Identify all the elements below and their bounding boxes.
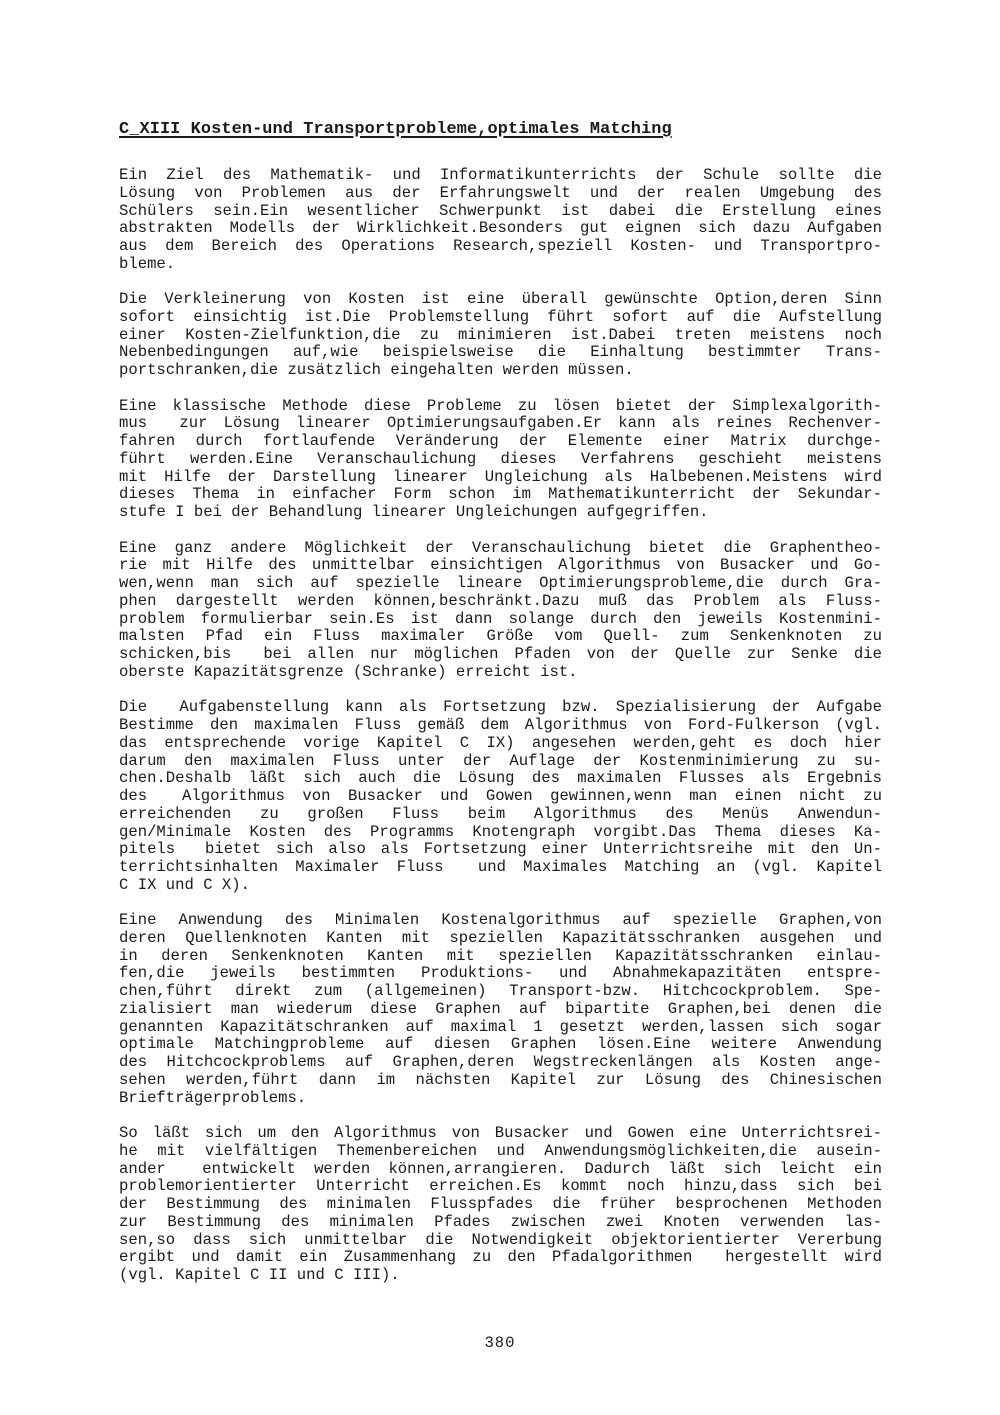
text-line: dieses Thema in einfacher Form schon im Mathematikunterricht der Sekundar-: [119, 485, 882, 504]
text-line: Eine klassische Methode diese Probleme zu lösen bietet der Simplexalgorith-: [119, 396, 882, 415]
text-line: zialisiert man wiederum diese Graphen auf bipartite Graphen,bei denen die: [119, 999, 882, 1018]
paragraph-1: [119, 167, 882, 274]
text-line: problem formulierbar sein.Es ist dann solange durch den jeweils Kostenmini-: [119, 609, 882, 628]
paragraph-2: [119, 291, 882, 380]
text-line: fen,die jeweils bestimmten Produktions- und Abnahmekapazitäten entspre-: [119, 964, 882, 983]
document-page: [119, 118, 882, 1303]
text-line: bleme.: [119, 254, 176, 273]
paragraph-5: [119, 699, 882, 894]
text-line: ergibt und damit ein Zusammenhang zu den Pfadalgorithmen hergestellt wird: [119, 1248, 882, 1267]
text-line: in deren Senkenknoten Kanten mit speziellen Kapazitätsschranken einlau-: [119, 946, 882, 965]
text-line: Die Verkleinerung von Kosten ist eine überall gewünschte Option,deren Sinn: [119, 290, 882, 309]
text-line: So läßt sich um den Algorithmus von Busacker und Gowen eine Unterrichtsrei-: [119, 1124, 882, 1143]
text-line: das entsprechende vorige Kapitel C IX) angesehen werden,geht es doch hier: [119, 733, 882, 752]
chapter-title: C_XIII Kosten-und Transportprobleme,optimales Matching: [119, 120, 672, 139]
text-line: aus dem Bereich des Operations Research,speziell Kosten- und Transportpro-: [119, 237, 882, 255]
text-line: deren Quellenknoten Kanten mit speziellen Kapazitätsschranken ausgehen und: [119, 928, 882, 947]
text-line: wen,wenn man sich auf spezielle lineare Optimierungsprobleme,die durch Gra-: [119, 574, 882, 593]
text-line: des Hitchcockproblems auf Graphen,deren Wegstreckenlängen als Kosten ange-: [119, 1053, 882, 1072]
text-line: führt werden.Eine Veranschaulichung dieses Verfahrens geschieht meistens: [119, 449, 882, 468]
text-line: stufe I bei der Behandlung linearer Ungleichungen aufgegriffen.: [119, 503, 709, 522]
text-line: Nebenbedingungen auf,wie beispielsweise die Einhaltung bestimmter Trans-: [119, 343, 882, 362]
text-line: problemorientierter Unterricht erreichen.Es kommt noch hinzu,dass sich bei: [119, 1177, 882, 1196]
text-line: einer Kosten-Zielfunktion,die zu minimieren ist.Dabei treten meistens noch: [119, 325, 882, 344]
text-line: mus zur Lösung linearer Optimierungsaufgaben.Er kann als reines Rechenver-: [119, 414, 882, 433]
paragraph-6: [119, 912, 882, 1107]
text-line: ander entwickelt werden können,arrangieren. Dadurch läßt sich leicht ein: [119, 1159, 882, 1178]
paragraph-7: [119, 1125, 882, 1285]
text-line: abstrakten Modells der Wirklichkeit.Besonders gut eignen sich dazu Aufgaben: [119, 219, 882, 238]
text-line: sen,so dass sich unmittelbar die Notwendigkeit objektorientierter Vererbung: [119, 1230, 882, 1249]
text-line: terrichtsinhalten Maximaler Fluss und Maximales Matching an (vgl. Kapitel: [119, 858, 882, 876]
text-line: pitels bietet sich also als Fortsetzung einer Unterrichtsreihe mit den Un-: [119, 840, 882, 859]
text-line: schicken,bis bei allen nur möglichen Pfaden von der Quelle zur Senke die: [119, 645, 882, 664]
text-line: gen/Minimale Kosten des Programms Knotengraph vorgibt.Das Thema dieses Ka-: [119, 822, 882, 841]
text-line: erreichenden zu großen Fluss beim Algorithmus des Menüs Anwendun-: [119, 804, 882, 823]
text-line: Lösung von Problemen aus der Erfahrungswelt und der realen Umgebung des: [119, 183, 882, 202]
text-line: portschranken,die zusätzlich eingehalten werden müssen.: [119, 361, 634, 380]
body-text: [119, 167, 882, 1285]
text-line: Schülers sein.Ein wesentlicher Schwerpunkt ist dabei die Erstellung eines: [119, 201, 882, 220]
text-line: fahren durch fortlaufende Veränderung der Elemente einer Matrix durchge-: [119, 432, 882, 451]
text-line: he mit vielfältigen Themenbereichen und Anwendungsmöglichkeiten,die ausein-: [119, 1141, 882, 1160]
text-line: sehen werden,führt dann im nächsten Kapitel zur Lösung des Chinesischen: [119, 1070, 882, 1089]
text-line: der Bestimmung des minimalen Flusspfades die früher besprochenen Methoden: [119, 1195, 882, 1214]
paragraph-4: [119, 540, 882, 682]
text-line: sofort einsichtig ist.Die Problemstellung führt sofort auf die Aufstellung: [119, 307, 882, 326]
paragraph-3: [119, 398, 882, 522]
text-line: Briefträgerproblems.: [119, 1088, 307, 1107]
text-line: (vgl. Kapitel C II und C III).: [119, 1266, 400, 1285]
text-line: genannten Kapazitätschranken auf maximal 1 gesetzt werden,lassen sich sogar: [119, 1017, 882, 1036]
page-number: 380: [484, 1334, 516, 1352]
text-line: Eine ganz andere Möglichkeit der Veranschaulichung bietet die Graphentheo-: [119, 538, 882, 557]
text-line: chen.Deshalb läßt sich auch die Lösung des maximalen Flusses als Ergebnis: [119, 769, 882, 788]
text-line: zur Bestimmung des minimalen Pfades zwischen zwei Knoten verwenden las-: [119, 1212, 882, 1231]
text-line: Ein Ziel des Mathematik- und Informatikunterrichts der Schule sollte die: [119, 166, 882, 184]
text-line: darum den maximalen Fluss unter der Auflage der Kostenminimierung zu su-: [119, 751, 882, 770]
text-line: Bestimme den maximalen Fluss gemäß dem Algorithmus von Ford-Fulkerson (vgl.: [119, 716, 882, 734]
text-line: chen,führt direkt zum (allgemeinen) Transport-bzw. Hitchcockproblem. Spe-: [119, 982, 882, 1001]
text-line: phen dargestellt werden können,beschränkt.Dazu muß das Problem als Fluss-: [119, 591, 882, 610]
text-line: Eine Anwendung des Minimalen Kostenalgorithmus auf spezielle Graphen,von: [119, 911, 882, 930]
text-line: rie mit Hilfe des unmittelbar einsichtigen Algorithmus von Busacker und Go-: [119, 556, 882, 575]
text-line: Die Aufgabenstellung kann als Fortsetzung bzw. Spezialisierung der Aufgabe: [119, 698, 882, 717]
text-line: oberste Kapazitätsgrenze (Schranke) erreicht ist.: [119, 662, 578, 681]
text-line: optimale Matchingprobleme auf diesen Graphen lösen.Eine weitere Anwendung: [119, 1035, 882, 1054]
text-line: mit Hilfe der Darstellung linearer Ungleichung als Halbebenen.Meistens wird: [119, 467, 882, 486]
text-line: C IX und C X).: [119, 875, 251, 894]
text-line: des Algorithmus von Busacker und Gowen gewinnen,wenn man einen nicht zu: [119, 787, 882, 805]
text-line: malsten Pfad ein Fluss maximaler Größe vom Quell- zum Senkenknoten zu: [119, 627, 882, 646]
